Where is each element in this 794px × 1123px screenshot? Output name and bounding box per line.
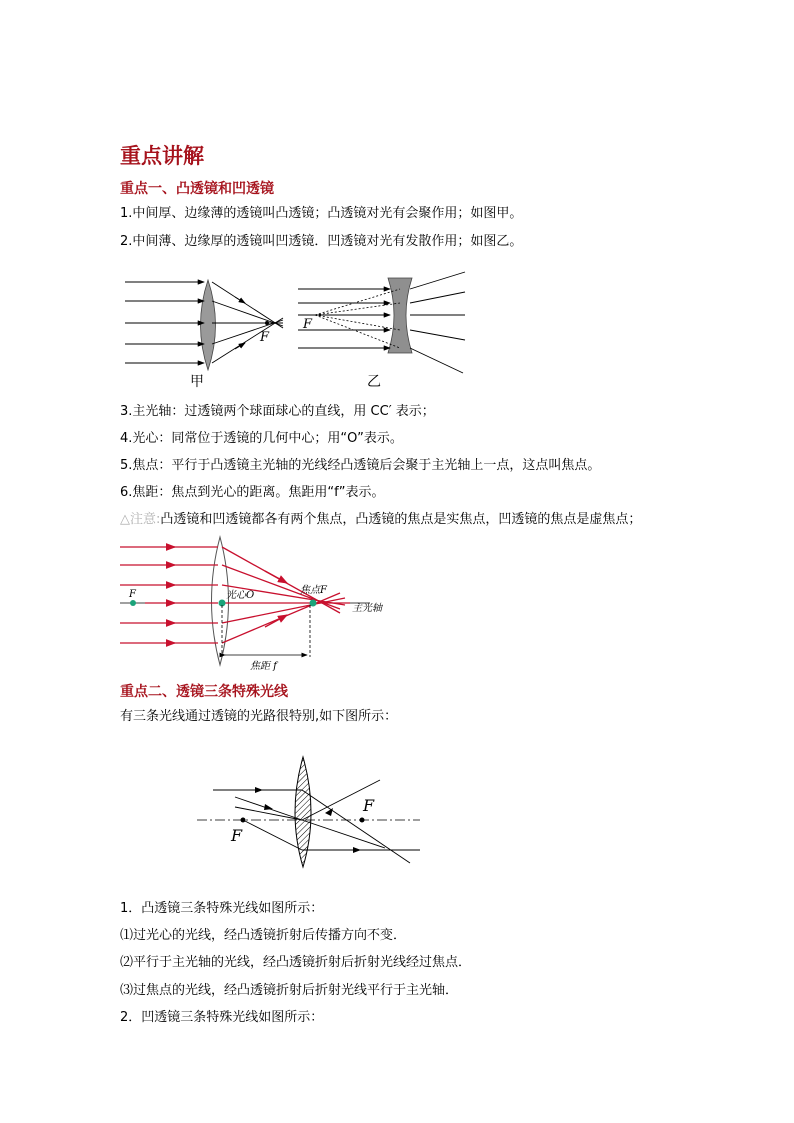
section1-item-5: 5.焦点：平行于凸透镜主光轴的光线经凸透镜后会聚于主光轴上一点，这点叫焦点。 bbox=[120, 458, 601, 473]
axis-label: 主光轴 bbox=[352, 603, 382, 614]
note-line bbox=[120, 511, 641, 529]
section2-intro: 有三条光线通过透镜的光路很特别,如下图所示： bbox=[120, 709, 398, 724]
page-title: 重点讲解 bbox=[120, 143, 204, 168]
section1-item-2: 2.中间薄、边缘厚的透镜叫凹透镜．凹透镜对光有发散作用；如图乙。 bbox=[120, 234, 523, 249]
concave-lens-yi bbox=[298, 272, 465, 390]
section2-item-1: 1．凸透镜三条特殊光线如图所示： bbox=[120, 901, 324, 916]
section2-item-5: 2．凹透镜三条特殊光线如图所示： bbox=[120, 1010, 324, 1025]
left-focus-dot bbox=[130, 600, 136, 606]
section1-item-1: 1.中间厚、边缘薄的透镜叫凸透镜；凸透镜对光有会聚作用；如图甲。 bbox=[120, 206, 523, 221]
left-focus-label: F bbox=[231, 826, 243, 845]
note-text: 凸透镜和凹透镜都各有两个焦点，凸透镜的焦点是实焦点，凹透镜的焦点是虚焦点； bbox=[160, 512, 642, 527]
label-jia: 甲 bbox=[190, 374, 204, 390]
convex-lens-focus-figure bbox=[115, 535, 415, 675]
section1-item-3: 3.主光轴：过透镜两个球面球心的直线，用 CC′ 表示； bbox=[120, 404, 435, 419]
focus-label: 焦点F bbox=[300, 585, 327, 596]
focus-label-jia: F bbox=[260, 330, 270, 345]
note-mark: △注意: bbox=[120, 512, 161, 527]
section1-item-4: 4.光心：同常位于透镜的几何中心；用“O”表示。 bbox=[120, 431, 403, 446]
right-focus-label: F bbox=[363, 796, 375, 815]
section1-heading: 重点一、凸透镜和凹透镜 bbox=[120, 181, 274, 197]
section2-item-4: ⑶过焦点的光线，经凸透镜折射后折射光线平行于主光轴． bbox=[120, 983, 459, 998]
focus-dot bbox=[310, 600, 317, 607]
section2-item-2: ⑴过光心的光线，经凸透镜折射后传播方向不变． bbox=[120, 928, 407, 943]
focus-label-yi: F bbox=[303, 317, 313, 332]
right-focus-dot bbox=[360, 818, 365, 823]
left-focus-dot bbox=[241, 818, 246, 823]
lens-figure-jia-yi bbox=[115, 270, 475, 395]
label-yi: 乙 bbox=[367, 374, 381, 390]
three-special-rays-figure bbox=[195, 755, 425, 870]
convex-lens bbox=[295, 757, 311, 867]
section1-item-6: 6.焦距：焦点到光心的距离。焦距用“f”表示。 bbox=[120, 485, 385, 500]
optical-center-label: 光心O bbox=[226, 590, 255, 601]
section2-item-3: ⑵平行于主光轴的光线，经凸透镜折射后折射光线经过焦点． bbox=[120, 955, 472, 970]
left-focus-label: F bbox=[129, 589, 136, 600]
section2-heading: 重点二、透镜三条特殊光线 bbox=[120, 684, 288, 700]
focal-length-label: 焦距 f bbox=[250, 661, 277, 672]
convex-lens-jia bbox=[125, 280, 283, 390]
